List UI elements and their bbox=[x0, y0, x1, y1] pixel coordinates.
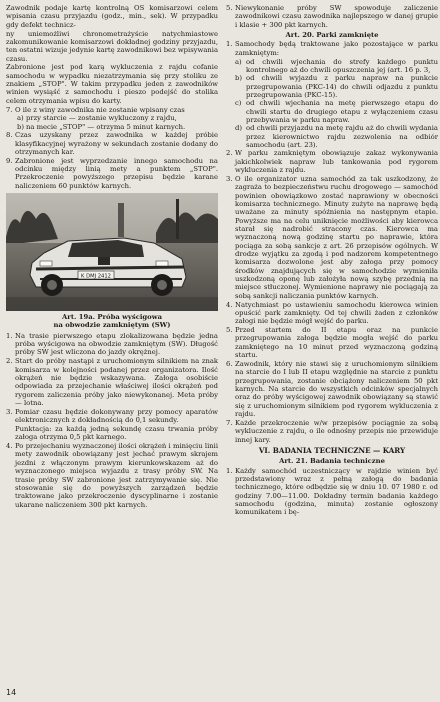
art21-item-1 bbox=[226, 467, 438, 517]
art20-item-1-sub-b bbox=[226, 74, 438, 99]
rally-car-photo bbox=[6, 193, 218, 311]
art20-item-7 bbox=[226, 419, 438, 444]
item-number: 1. bbox=[226, 40, 233, 49]
art20-item-2 bbox=[226, 149, 438, 174]
item-9 bbox=[6, 157, 218, 190]
right-column bbox=[226, 4, 438, 517]
item-text: Czas uzyskany przez zawodnika w każdej próbie klasyfikacyjnej wyrażony w sekundach zostanie dodany do otrzymanych kar. bbox=[15, 131, 218, 156]
art19a-item-4 bbox=[6, 442, 218, 509]
item-number: 8. bbox=[6, 131, 13, 140]
item-number: 1. bbox=[226, 466, 233, 475]
item-number: 7. bbox=[6, 105, 13, 114]
item-text: Niewykonanie próby SW spowoduje zaliczenie zawodnikowi czasu zawodnika najlepszego w danej grupie i klasie + 300 pkt karnych. bbox=[235, 4, 438, 29]
art20-item-1-sub-a bbox=[226, 58, 438, 75]
item-text: Pomiar czasu będzie dokonywany przy pomocy aparatów elektronicznych z dokładnością do 0,1 sekundy. bbox=[15, 407, 218, 425]
item-number: 2. bbox=[6, 357, 13, 366]
intro-paragraph-3: Zabronione jest pod karą wykluczenia z rajdu cofanie samochodu w wypadku niezatrzymania się przy stoliku ze znakiem „STOP". W takim przypadku jeden z zawodników winien wysiąść z samochodu i pieszo podejść do stolika celem otrzymania wpisu do karty. bbox=[6, 63, 218, 105]
art19a-item-2 bbox=[6, 357, 218, 407]
art20-item-6 bbox=[226, 360, 438, 418]
item-7 bbox=[6, 106, 218, 114]
item-text: Zabronione jest wyprzedzanie innego samochodu na odcinku między linią mety a punktem „STOP". Przekroczenie powyższego przepisu będzie karane naliczeniem 60 punktów karnych. bbox=[15, 156, 218, 190]
chapter-heading: VI. BADANIA TECHNICZNE — KARY bbox=[258, 445, 406, 455]
art19a-item-1 bbox=[6, 332, 218, 357]
photo-caption bbox=[6, 313, 218, 330]
item-number: 5. bbox=[226, 4, 233, 12]
sub-text: od chwili wjechania do strefy każdego punktu kontrolnego aż do chwili opuszczenia jej (art. 16 p. 3, bbox=[246, 57, 438, 74]
item-text: Przed startem do II etapu oraz na punkcie przegrupowania załoga będzie mogła wejść do parku zamkniętego na 10 minut przed wyznaczoną godziną startu. bbox=[235, 326, 438, 360]
art20-item-1-sub-c bbox=[226, 99, 438, 124]
sub-label: a) bbox=[235, 57, 242, 66]
item-number: 4. bbox=[6, 442, 13, 451]
item-number: 4. bbox=[226, 300, 233, 309]
item-text: Każde przekroczenie w/w przepisów pociągnie za sobą wykluczenie z rajdu, o ile odnośny przepis nie przewiduje innej kary. bbox=[235, 418, 438, 444]
sub-text: przy starcie — zostanie wykluczony z rajdu, bbox=[26, 114, 177, 123]
sub-text: od chwili przyjazdu na metę rajdu aż do chwili wydania przez kierownictwo rajdu zezwolenia na odbiór samochodu (art. 23). bbox=[246, 124, 438, 149]
item-number: 6. bbox=[226, 359, 233, 368]
item-text: Na trasie pierwszego etapu zlokalizowana będzie jedna próba wyścigowa na obwodzie zamkniętym (SW). Długość próby SW jest wliczona do jazdy okrężnej. bbox=[15, 331, 218, 357]
intro-paragraph-1: Zawodnik podaje kartę kontrolną OS komisarzowi celem wpisania czasu przyjazdu (godz., min., sek). W przypadku gdy defekt technicz- bbox=[6, 4, 218, 29]
item-number: 2. bbox=[226, 149, 233, 158]
item-text: O ile z winy zawodnika nie zostanie wpisany czas bbox=[15, 105, 185, 114]
art20-item-1 bbox=[226, 40, 438, 57]
left-column bbox=[6, 4, 218, 509]
item-text: W parku zamkniętym obowiązuje zakaz wykonywania jakichkolwiek napraw lub tankowania pod rygorem wykluczenia z rajdu. bbox=[235, 149, 438, 175]
art19a-item-3 bbox=[6, 408, 218, 425]
item-number: 9. bbox=[6, 156, 13, 165]
item-8 bbox=[6, 131, 218, 156]
caption-line-1: Art. 19a. Próba wyścigowa bbox=[62, 313, 162, 322]
item-number: 5. bbox=[226, 326, 233, 335]
item-7-sub-b bbox=[6, 123, 218, 131]
item-text: Po przejechaniu wyznaczonej ilości okrążeń i minięciu linii mety zawodnik obowiązany jest jechać prawym skrajem jezdni z włączonym prawym kierunkowskazem aż do wyznaczonego miejsca wyjazdu z trasy próby SW. Na trasie próby SW zabronione jest zatrzymywanie się. Nie stosowanie się do powyższych zarządzeń będzie traktowane jako przekroczenie dyscyplinarne i zostanie ukarane naliczeniem 300 pkt karnych. bbox=[15, 442, 218, 509]
caption-line-2: na obwodzie zamkniętym (SW) bbox=[53, 321, 171, 330]
art20-heading: Art. 20. Parki zamknięte bbox=[285, 31, 379, 40]
sub-label: d) bbox=[235, 124, 243, 133]
intro-paragraph-2: ny uniemożliwi chronometrażyście natychmiastowe zakomunikowanie komisarzowi dokładnej godziny przyjazdu, ten ostatni wizuje jedynie kartę zawodnikowi bez wpisywania czasu. bbox=[6, 29, 218, 63]
license-plate: K DMJ 2412 bbox=[81, 273, 111, 280]
art20-item-5 bbox=[226, 326, 438, 359]
item-number: 3. bbox=[226, 174, 233, 183]
item-text: Start do próby nastąpi z uruchomionym silnikiem na znak komisarza w kolejności podanej przez organizatora. Ilość okrążeń nie będzie wskazywana. Załoga osobiście odpowiada za przejechanie właściwej ilości okrążeń pod rygorem zaliczenia próby jako niewykonanej. Meta próby — lotna. bbox=[15, 357, 218, 407]
page-number: 14 bbox=[6, 688, 17, 697]
item-number: 7. bbox=[226, 418, 233, 427]
item-number: 3. bbox=[6, 407, 13, 416]
art19a-item-3-extra: Punktacja: za każdą jedną sekundę czasu trwania próby załoga otrzyma 0,5 pkt karnego. bbox=[15, 424, 218, 442]
item-7-sub-a bbox=[6, 114, 218, 122]
sub-label: a) bbox=[17, 114, 24, 123]
sub-label: b) bbox=[17, 122, 25, 131]
item-text: Samochody będą traktowane jako pozostające w parku zamkniętym: bbox=[235, 40, 438, 57]
sub-label: b) bbox=[235, 74, 243, 83]
art20-item-3 bbox=[226, 175, 438, 300]
art20-item-4 bbox=[226, 301, 438, 326]
item-text: Każdy samochód uczestniczący w rajdzie winien być przedstawiony wraz z pełną załogą do badania technicznego, które odbędzie się w dniu 10. 07 1980 r. od godziny 7.00—11.00. Dokładny termin badania każdego samochodu (godzina, minuta) zostanie ogłoszony komunikatem i bę- bbox=[235, 466, 438, 517]
sub-text: na mecie „STOP" — otrzyma 5 minut karnych. bbox=[26, 122, 186, 131]
art19a-item-5 bbox=[226, 4, 438, 29]
sub-text: od chwili wjechania na metę pierwszego etapu do chwili startu do drugiego etapu z wyłączeniem czasu przebywania w parku napraw. bbox=[246, 99, 438, 124]
art21-heading: Art. 21. Badania techniczne bbox=[279, 457, 385, 466]
item-text: Natychmiast po ustawieniu samochodu kierowca winien opuścić park zamknięty. Od tej chwili żaden z członków załogi nie będzie mógł wejść do parku. bbox=[235, 300, 438, 326]
sub-text: od chwili wyjazdu z parku napraw na punkcie przegrupowania (PKC-14) do chwili odjazdu z punktu przegrupowania (PKC-15). bbox=[246, 74, 438, 99]
sub-label: c) bbox=[235, 99, 242, 108]
item-number: 1. bbox=[6, 331, 13, 340]
art20-item-1-sub-d bbox=[226, 124, 438, 149]
item-text: O ile organizator uzna samochód za tak uszkodzony, że zagraża to bezpieczeństwu ruchu drogowego — samochód powinien obowiązkowo zostać naprawiony w obecności komisarza technicznego. Minuty zużyte na naprawę będą uważane za minuty spóźnienia na następnym etapie. Powyższe ma na celu uniknięcie możliwości aby kierowca starał się nadrobić stracony czas. Kierowca ma wyznaczoną nową godzinę startu po naprawie, która pociąga za sobą sankcje z art. 26 przepisów ogólnych. W drodze wyjątku za zgodą i pod nadzorem kompetentnego komisarza dozwolone jest aby załoga przy pomocy środków znajdujących się w samochodzie wymieniła uszkodzoną oponę lub założyła nową szybę przednią na miejsce stłuczonej. Wymienione naprawy nie pociągają za sobą sankcji naliczania punktów karnych. bbox=[235, 174, 438, 300]
item-text: Zawodnik, który nie stawi się z uruchomionym silnikiem na starcie do I lub II etapu względnie na starcie z punktu przegrupowania, zostanie obciążony naliczeniem 50 pkt karnych. Na starcie do wszystkich odcinków specjalnych oraz do próby wyścigowej zawodnik obowiązany są stawić się z uruchomionym silnikiem pod rygorem wykluczenia z rajdu. bbox=[235, 359, 438, 418]
